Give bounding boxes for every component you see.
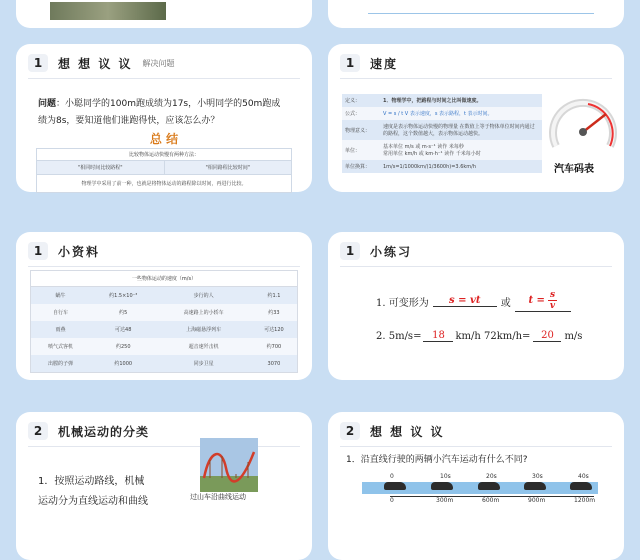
car-question: 1．沿直线行驶的两辆小汽车运动有什么不同?: [346, 455, 528, 465]
photo-caption: 过山车沿曲线运动: [190, 493, 246, 501]
methods-table: [36, 148, 292, 193]
slide-exercise[interactable]: [328, 232, 624, 380]
distance-label: 300m: [436, 497, 454, 504]
table-cell: 约700: [266, 344, 282, 350]
answer-blank: [533, 330, 561, 342]
slide-photo: [50, 2, 166, 20]
distance-label: 900m: [528, 497, 546, 504]
table-cell: 约1.1: [267, 293, 281, 299]
slide-title: 小资料: [58, 244, 101, 259]
answer-formula-1: s = vt: [449, 295, 481, 306]
table-row: [342, 140, 542, 160]
section-number: 1: [340, 54, 360, 72]
method-same-distance: "相同路程比较时间": [165, 161, 292, 174]
slide-top-right[interactable]: [328, 0, 624, 28]
table-cell: 高速路上的小轿车: [183, 310, 224, 316]
slide-header: [28, 54, 175, 72]
header-divider: [340, 446, 612, 447]
text-line-1: 1．按照运动路线，机械: [38, 476, 145, 487]
slide-title: 速度: [370, 56, 399, 71]
car-icon: [570, 482, 592, 490]
fraction-numerator: s: [549, 290, 556, 300]
time-label: 20s: [486, 473, 497, 480]
row-label: 单位换算：: [345, 164, 371, 170]
table-cell: 可达120: [264, 327, 284, 333]
slide-header: [28, 422, 149, 440]
slide-title: 小练习: [370, 244, 413, 259]
exercise-2-prefix: 2. 5m/s=: [376, 330, 422, 342]
table-cell: 喷气式客机: [48, 344, 74, 350]
slide-data[interactable]: [16, 232, 312, 380]
row-text: [380, 94, 542, 107]
table-row: [31, 338, 297, 355]
question-text: [38, 96, 288, 130]
slide-header: [340, 422, 445, 440]
header-divider: [28, 266, 300, 267]
distance-label: 0: [390, 497, 394, 504]
slide-title: 想 想 议 议: [58, 56, 133, 71]
slide-header: [28, 242, 100, 260]
answer-formula-2: t =: [528, 295, 545, 306]
section-number: 1: [340, 242, 360, 260]
exercise-1-or: 或: [500, 297, 511, 309]
car-icon: [524, 482, 546, 490]
header-divider: [340, 78, 612, 79]
car-icon: [478, 482, 500, 490]
speedometer-caption: 汽车码表: [554, 164, 594, 175]
table-cell: 蜗牛: [55, 293, 66, 299]
table-row: [31, 355, 297, 372]
slide-top-left[interactable]: [16, 0, 312, 28]
time-label: 10s: [440, 473, 451, 480]
table-cell: 步行的人: [193, 293, 214, 299]
section-number: 2: [340, 422, 360, 440]
header-divider: [28, 446, 300, 447]
exercise-2-mid: km/h 72km/h=: [455, 330, 531, 342]
car-icon: [384, 482, 406, 490]
table-cell: 3070: [267, 360, 281, 367]
summary-heading: 总 结: [149, 132, 179, 146]
section-number: 2: [28, 422, 48, 440]
slide-header: [340, 54, 398, 72]
speed-data-table: [30, 270, 298, 373]
slide-subtitle: 解决问题: [142, 58, 175, 68]
table-cell: 自行车: [53, 310, 69, 316]
header-divider: [28, 78, 300, 79]
car-icon: [431, 482, 453, 490]
table-row: [31, 287, 297, 304]
slide-motion-classes[interactable]: [16, 412, 312, 560]
exercise-1-prefix: 1. 可变形为: [376, 297, 429, 309]
time-label: 40s: [578, 473, 589, 480]
row-text: V = s / t V 表示速度，s 表示路程，t 表示时间。: [383, 111, 493, 117]
answer-value-1: 18: [432, 330, 445, 341]
section-number: 1: [28, 242, 48, 260]
table-row: [342, 107, 542, 120]
roller-coaster-photo: [200, 438, 258, 492]
distance-label: 600m: [482, 497, 500, 504]
table-cell: 雨燕: [55, 327, 66, 333]
text-line-2: 运动分为直线运动和曲线: [38, 496, 148, 507]
row-text: 基本单位 m/s 或 m·s⁻¹ 读作 米每秒 常用单位 km/h 或 km·h⁻¹ 读作 千米每小时: [383, 144, 481, 157]
table-row: [31, 304, 297, 321]
table-cell: 超音速歼击机: [188, 344, 219, 350]
methods-table-title: 比较物体运动快慢有两种方法：: [37, 149, 291, 161]
time-label: 0: [390, 473, 394, 480]
table-row: [342, 160, 542, 173]
slide-header: [340, 242, 412, 260]
slide-blue-line: [368, 13, 594, 14]
speedometer-icon: [548, 92, 618, 154]
row-label: 单位：: [345, 147, 361, 154]
slide-title: 机械运动的分类: [58, 424, 150, 439]
row-label: 公式：: [345, 111, 361, 117]
time-label: 30s: [532, 473, 543, 480]
table-cell: 约1000: [114, 361, 133, 367]
table-cell: 约250: [115, 344, 131, 350]
exercise-2: [376, 330, 582, 342]
row-text: 速度是表示物体运动快慢的物理量 在数值上等于物体单位时间内通过的路程，这个数值越大，表示物体运动越快。: [383, 124, 535, 137]
table-row: [342, 94, 542, 107]
exercise-2-suffix: m/s: [564, 330, 583, 342]
method-same-time: "相同时间比较路程": [37, 161, 165, 174]
answer-blank: [423, 330, 453, 342]
table-cell: 约33: [268, 310, 280, 316]
fraction-denominator: v: [549, 301, 556, 311]
header-divider: [340, 266, 612, 267]
table-cell: 约1.5×10⁻³: [109, 293, 138, 299]
answer-value-2: 20: [541, 330, 554, 341]
answer-blank: [433, 295, 497, 307]
exercise-1: [376, 290, 571, 312]
table-cell: 可达48: [115, 327, 132, 333]
data-table: [31, 287, 297, 372]
table-cell: 约5: [119, 310, 128, 316]
question-body: ：小聪同学的100m跑成绩为17s，小明同学的50m跑成绩为8s，要知道他们谁跑得快，应该怎么办？: [38, 99, 281, 126]
slide-cars[interactable]: [328, 412, 624, 560]
section-number: 1: [28, 54, 48, 72]
question-label: 问题: [38, 99, 57, 109]
slide-think-discuss[interactable]: [16, 44, 312, 192]
speed-table: [342, 94, 542, 173]
classification-text: [38, 472, 148, 512]
data-table-title: 一些物体运动的速度（m/s）: [31, 271, 297, 287]
row-label: 定义：: [345, 98, 361, 104]
row-label: 物理意义：: [345, 127, 371, 134]
slide-title: 想 想 议 议: [370, 424, 445, 439]
methods-footer: 物理学中采用了前一种，也就是将物体运动的路程除以时间，再进行比较。: [81, 181, 247, 187]
slide-speed[interactable]: [328, 44, 624, 192]
methods-row: [37, 161, 291, 175]
table-cell: 上海磁悬浮列车: [186, 327, 222, 333]
table-cell: 出膛的子弹: [48, 361, 74, 367]
table-cell: 同步卫星: [193, 361, 214, 367]
answer-blank: [515, 290, 571, 312]
row-text: 1m/s=1/1000km/(1/3600h)=3.6km/h: [383, 163, 476, 170]
table-row: [31, 321, 297, 338]
definition-text: 1．物理学中，把路程与时间之比叫做速度。: [383, 98, 482, 104]
distance-labels: [390, 496, 600, 506]
table-row: [342, 120, 542, 140]
distance-label: 1200m: [574, 497, 596, 504]
fraction: [548, 290, 557, 311]
